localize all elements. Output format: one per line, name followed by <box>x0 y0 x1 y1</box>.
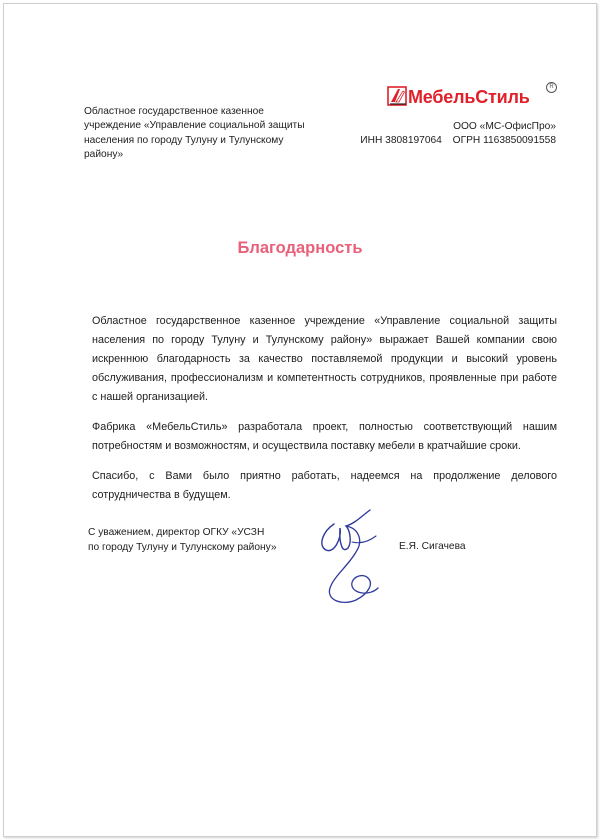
signature-icon <box>312 502 392 612</box>
company-name: ООО «МС-ОфисПро» <box>453 121 556 132</box>
recipient-line: учреждение «Управление социальной защиты <box>84 120 305 132</box>
company-inn: ИНН 3808197064 <box>360 135 442 147</box>
company-details <box>360 120 556 149</box>
closing-line: С уважением, директор ОГКУ «УСЗН <box>88 527 265 538</box>
closing-block <box>88 526 277 555</box>
body-paragraph: Фабрика «МебельСтиль» разработала проект, полностью соответствующий нашим потребностям и возможностям, и осуществила поставку мебели в кратчайшие сроки. <box>92 421 557 452</box>
recipient-line: населения по городу Тулуну и Тулунскому <box>84 134 284 146</box>
recipient-line: району» <box>84 149 124 161</box>
company-ogrn: ОГРН 1163850091558 <box>452 135 556 147</box>
body-paragraph: Областное государственное казенное учреждение «Управление социальной защиты населения по городу Тулуну и Тулунскому району» выражает Вашей компании свою искреннюю благодарность за качество поставляемой продукции и высокий уровень обслуживания, профессионализм и компетентность сотрудников, проявленные при работе с нашей организацией. <box>92 315 557 403</box>
chair-logo-icon <box>387 85 409 107</box>
body-paragraph: Спасибо, с Вами было приятно работать, надеемся на продолжение делового сотрудничества в будущем. <box>92 470 557 501</box>
letter-page <box>3 3 597 837</box>
signer-name: Е.Я. Сигачева <box>399 541 466 552</box>
logo-wordmark: МебельСтиль <box>408 87 530 107</box>
recipient-line: Областное государственное казенное <box>84 106 264 117</box>
closing-line: по городу Тулуну и Тулунскому району» <box>88 541 277 553</box>
letter-body <box>92 312 557 516</box>
company-logo <box>387 80 562 114</box>
registered-mark: R <box>546 82 557 93</box>
company-ids <box>360 134 556 148</box>
letter-title: Благодарность <box>237 239 363 257</box>
recipient-block <box>84 105 334 163</box>
